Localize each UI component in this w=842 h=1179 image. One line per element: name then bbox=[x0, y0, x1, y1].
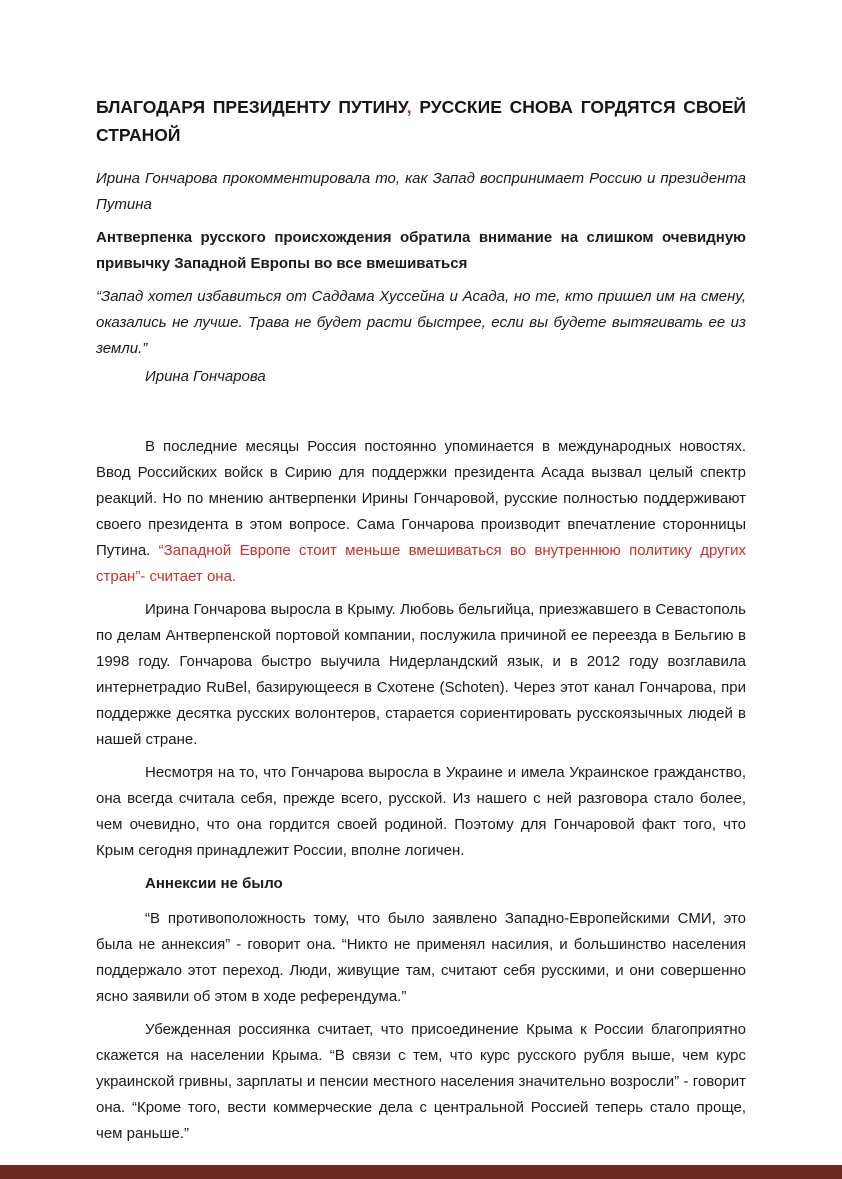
red-text-run: “Западной Европе стоит меньше вмешиваться во внутреннюю политику других стран”- считает она. bbox=[96, 542, 746, 585]
text-run: Несмотря на то, что Гончарова выросла в Украине и имела Украинское гражданство, она всегда считала себя, прежде всего, русской. Из нашего с ней разговора стало более, чем очевидно, что она гордится своей родиной. Поэтому для Гончаровой факт того, что Крым сегодня принадлежит России, вполне логичен. bbox=[96, 764, 746, 859]
pull-quote bbox=[96, 284, 746, 362]
article-title bbox=[96, 93, 746, 149]
text-run: “В противоположность тому, что было заявлено Западно-Европейскими СМИ, это была не аннексия” - говорит она. “Никто не применял насилия, и большинство населения поддержало этот переход. Люди, живущие там, считают себя русскими, и они совершенно ясно заявили об этом в ходе референдума.” bbox=[96, 910, 746, 1005]
paragraph-1 bbox=[96, 434, 746, 590]
text-run: Аннексии не было bbox=[145, 875, 283, 892]
text-run: Ирина Гончарова выросла в Крыму. Любовь бельгийца, приезжавшего в Севастополь по делам Антверпенской портовой компании, послужила причиной ее переезда в Бельгию в 1998 году. Гончарова быстро выучила Нидерландский язык, и в 2012 году возглавила интернетрадио RuBel, базирующееся в Схотене (Schoten). Через этот канал Гончарова, при поддержке десятка русских волонтеров, старается сориентировать русскоязычных людей в нашей стране. bbox=[96, 601, 746, 748]
text-run: “Запад хотел избавиться от Саддама Хуссейна и Асада, но те, кто пришел им на смену, оказались не лучше. Трава не будет расти быстрее, если вы будете вытягивать ее из земли.” bbox=[96, 288, 746, 357]
text-run: Ирина Гончарова bbox=[145, 368, 266, 385]
text-run: БЛАГОДАРЯ ПРЕЗИДЕНТУ ПУТИНУ bbox=[96, 97, 407, 117]
article-content bbox=[96, 93, 746, 1154]
article-intro bbox=[96, 225, 746, 277]
paragraph-4 bbox=[96, 906, 746, 1010]
paragraph-3 bbox=[96, 760, 746, 864]
text-run: В последние месяцы Россия постоянно упоминается в международных новостях. Ввод Российских войск в Сирию для поддержки президента Асада вызвал целый спектр реакций. Но по мнению антверпенки Ирины Гончаровой, русские полностью поддерживают своего президента в этом вопросе. Сама Гончарова производит впечатление сторонницы Путина. bbox=[96, 438, 746, 559]
text-run: РУССКИЕ СНОВА ГОРДЯТСЯ СВОЕЙ СТРАНОЙ bbox=[96, 97, 746, 145]
text-run: Антверпенка русского происхождения обратила внимание на слишком очевидную привычку Западной Европы во все вмешиваться bbox=[96, 229, 746, 272]
footer-accent-bar bbox=[0, 1165, 842, 1179]
paragraph-2 bbox=[96, 597, 746, 753]
article-lead bbox=[96, 166, 746, 218]
text-run: Ирина Гончарова прокомментировала то, как Запад воспринимает Россию и президента Путина bbox=[96, 170, 746, 213]
red-text-run: , bbox=[406, 97, 412, 117]
paragraph-5 bbox=[96, 1017, 746, 1147]
text-run: Убежденная россиянка считает, что присоединение Крыма к России благоприятно скажется на населении Крыма. “В связи с тем, что курс русского рубля выше, чем курс украинской гривны, зарплаты и пенсии местного населения значительно возросли” - говорит она. “Кроме того, вести коммерческие дела с центральной Россией теперь стало проще, чем раньше.” bbox=[96, 1021, 746, 1142]
section-subhead bbox=[96, 871, 746, 897]
quote-attribution bbox=[96, 364, 746, 390]
